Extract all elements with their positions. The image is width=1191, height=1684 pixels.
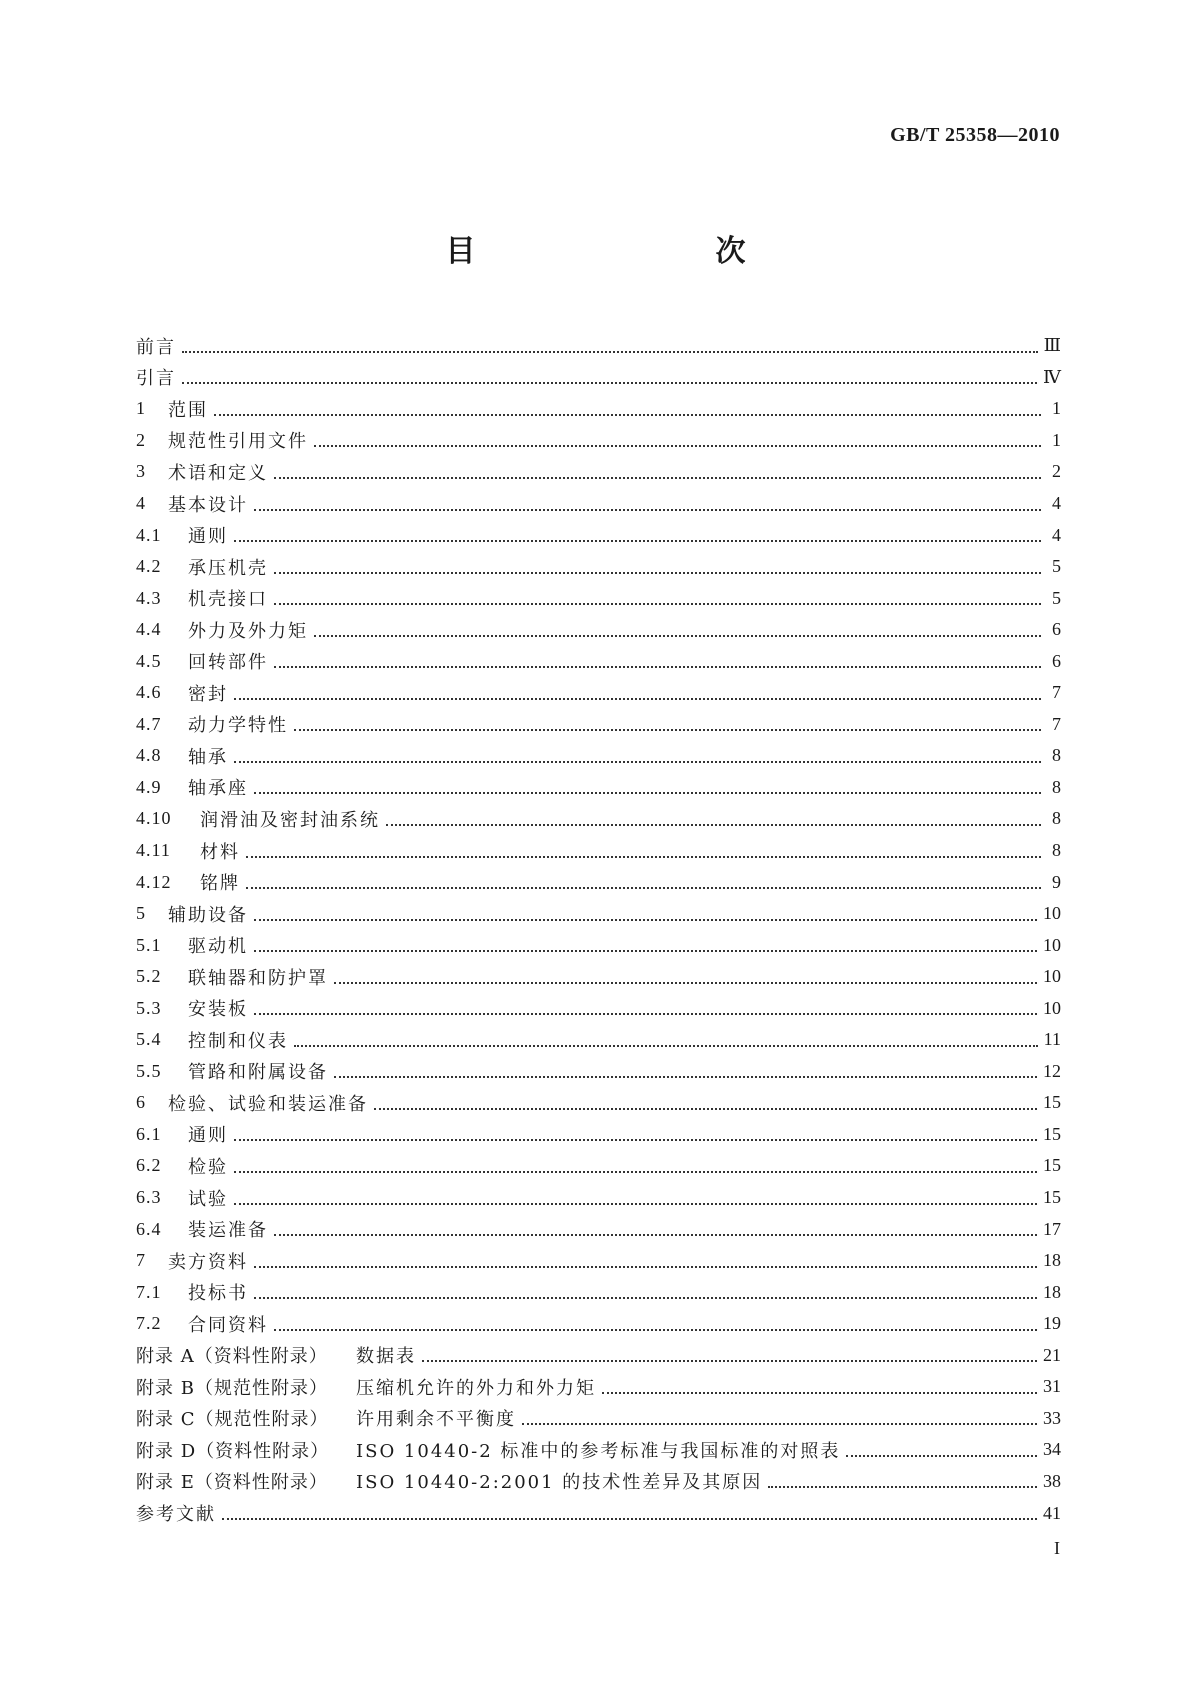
toc-entry[interactable]: [136, 961, 1061, 993]
toc-entry-label: 材料: [200, 841, 240, 863]
toc-entry[interactable]: [136, 1434, 1061, 1466]
toc-entry[interactable]: [136, 898, 1061, 930]
toc-leader-dots: [274, 666, 1041, 668]
toc-entry-label: 参考文献: [136, 1504, 216, 1525]
toc-entry-label: 检验、试验和装运准备: [168, 1093, 368, 1115]
toc-entry-label: 润滑油及密封油系统: [200, 809, 380, 831]
toc-entry-label: 卖方资料: [168, 1251, 248, 1273]
toc-entry[interactable]: [136, 1150, 1061, 1182]
toc-entry-page: 8: [1052, 776, 1061, 797]
toc-leader-dots: [374, 1108, 1037, 1110]
toc-entry[interactable]: [136, 866, 1061, 898]
toc-entry-number: 7: [136, 1250, 146, 1271]
toc-leader-dots: [246, 856, 1041, 858]
toc-entry[interactable]: [136, 1119, 1061, 1151]
toc-entry-number: 5.4: [136, 1029, 162, 1050]
toc-entry-page: 1: [1052, 398, 1061, 419]
toc-entry-number: 4.7: [136, 713, 162, 734]
toc-entry-page: 31: [1043, 1376, 1061, 1397]
toc-entry[interactable]: [136, 551, 1061, 583]
toc-leader-dots: [314, 445, 1041, 447]
toc-entry[interactable]: [136, 1371, 1061, 1403]
toc-entry-number: 4.3: [136, 587, 162, 608]
toc-entry-label: 投标书: [188, 1283, 248, 1305]
toc-entry-page: 15: [1043, 1123, 1061, 1144]
toc-entry[interactable]: [136, 330, 1061, 362]
toc-entry[interactable]: [136, 1308, 1061, 1340]
toc-entry-label: 承压机壳: [188, 557, 268, 579]
toc-leader-dots: [234, 1171, 1037, 1173]
toc-entry-page: 5: [1052, 587, 1061, 608]
toc-appendix-label: 附录 A（资料性附录）: [136, 1346, 328, 1368]
toc-entry-number: 4.6: [136, 682, 162, 703]
toc-entry[interactable]: [136, 456, 1061, 488]
toc-entry-label: 范围: [168, 399, 208, 421]
toc-entry-number: 4.9: [136, 776, 162, 797]
toc-entry-label: 前言: [136, 336, 176, 358]
toc-entry[interactable]: [136, 1497, 1061, 1529]
toc-entry[interactable]: [136, 519, 1061, 551]
toc-entry-page: 1: [1052, 429, 1061, 450]
toc-entry[interactable]: [136, 614, 1061, 646]
toc-entry-page: 12: [1043, 1060, 1061, 1081]
toc-entry[interactable]: [136, 645, 1061, 677]
toc-entry-label: 数据表: [356, 1346, 416, 1368]
toc-appendix-label: 附录 E（资料性附录）: [136, 1472, 328, 1494]
toc-leader-dots: [386, 824, 1041, 826]
toc-appendix-label: 附录 C（规范性附录）: [136, 1409, 329, 1431]
toc-leader-dots: [254, 950, 1037, 952]
toc-leader-dots: [294, 729, 1041, 731]
toc-leader-dots: [274, 603, 1041, 605]
toc-entry-page: 9: [1052, 871, 1061, 892]
toc-entry-label: 合同资料: [188, 1314, 268, 1336]
toc-entry-page: 10: [1043, 934, 1061, 955]
toc-leader-dots: [334, 1076, 1037, 1078]
toc-entry[interactable]: [136, 1340, 1061, 1372]
toc-entry-number: 5: [136, 903, 146, 924]
toc-entry[interactable]: [136, 803, 1061, 835]
toc-entry-label: 驱动机: [188, 936, 248, 958]
toc-entry-label: 机壳接口: [188, 589, 268, 611]
toc-leader-dots: [234, 540, 1041, 542]
toc-entry[interactable]: [136, 1182, 1061, 1214]
toc-entry[interactable]: [136, 772, 1061, 804]
toc-entry-number: 2: [136, 429, 146, 450]
toc-entry-label: 术语和定义: [168, 462, 268, 484]
toc-entry-label: 试验: [188, 1188, 228, 1210]
toc-leader-dots: [182, 382, 1037, 384]
toc-entry-page: Ⅲ: [1043, 335, 1061, 356]
toc-entry-label: ISO 10440-2:2001 的技术性差异及其原因: [356, 1472, 763, 1494]
toc-entry-page: 8: [1052, 745, 1061, 766]
toc-entry[interactable]: [136, 1024, 1061, 1056]
toc-entry-label: 安装板: [188, 999, 248, 1021]
toc-entry-number: 3: [136, 461, 146, 482]
toc-leader-dots: [254, 509, 1041, 511]
toc-leader-dots: [254, 919, 1037, 921]
toc-leader-dots: [254, 792, 1041, 794]
toc-entry-number: 4.1: [136, 524, 162, 545]
toc-entry-page: 8: [1052, 808, 1061, 829]
toc-entry-number: 6.3: [136, 1187, 162, 1208]
toc-entry-page: 6: [1052, 619, 1061, 640]
toc-entry-page: Ⅳ: [1043, 366, 1061, 387]
toc-entry-page: 10: [1043, 997, 1061, 1018]
toc-entry-page: 15: [1043, 1092, 1061, 1113]
toc-leader-dots: [846, 1455, 1037, 1457]
toc-leader-dots: [234, 1139, 1037, 1141]
toc-entry-number: 5.2: [136, 966, 162, 987]
toc-entry-page: 11: [1043, 1029, 1061, 1050]
toc-entry-number: 4.11: [136, 840, 171, 861]
toc-entry-label: 装运准备: [188, 1220, 268, 1242]
toc-entry-number: 4.5: [136, 650, 162, 671]
toc-entry-page: 33: [1043, 1407, 1061, 1428]
toc-entry-label: 轴承: [188, 746, 228, 768]
toc-leader-dots: [274, 1329, 1037, 1331]
toc-entry-page: 10: [1043, 966, 1061, 987]
toc-entry-label: 密封: [188, 683, 228, 705]
toc-entry[interactable]: [136, 582, 1061, 614]
toc-entry[interactable]: [136, 488, 1061, 520]
toc-entry-number: 5.1: [136, 934, 162, 955]
toc-leader-dots: [234, 698, 1041, 700]
toc-entry[interactable]: [136, 740, 1061, 772]
toc-entry-number: 4.8: [136, 745, 162, 766]
toc-entry-label: ISO 10440-2 标准中的参考标准与我国标准的对照表: [356, 1440, 841, 1462]
toc-entry[interactable]: [136, 992, 1061, 1024]
page-title: 目 次: [445, 234, 806, 269]
toc-entry-number: 7.2: [136, 1313, 162, 1334]
table-of-contents: [136, 330, 1061, 1529]
toc-entry-page: 21: [1043, 1344, 1061, 1365]
toc-entry-number: 5.5: [136, 1060, 162, 1081]
toc-entry-label: 通则: [188, 1125, 228, 1147]
toc-entry-page: 18: [1043, 1281, 1061, 1302]
toc-entry-page: 7: [1052, 682, 1061, 703]
toc-leader-dots: [182, 351, 1038, 353]
toc-appendix-label: 附录 D（资料性附录）: [136, 1440, 330, 1462]
toc-entry-page: 15: [1043, 1187, 1061, 1208]
toc-leader-dots: [222, 1518, 1037, 1520]
toc-entry-page: 17: [1043, 1218, 1061, 1239]
toc-entry-number: 6.4: [136, 1218, 162, 1239]
toc-entry-label: 规范性引用文件: [168, 431, 308, 453]
toc-leader-dots: [314, 635, 1041, 637]
toc-entry-label: 回转部件: [188, 652, 268, 674]
toc-entry-page: 4: [1052, 493, 1061, 513]
toc-leader-dots: [522, 1423, 1037, 1425]
toc-entry-number: 5.3: [136, 997, 162, 1018]
toc-entry-page: 19: [1043, 1313, 1061, 1334]
toc-leader-dots: [234, 1203, 1037, 1205]
toc-leader-dots: [254, 1297, 1037, 1299]
toc-entry-number: 4.10: [136, 808, 172, 829]
toc-entry[interactable]: [136, 393, 1061, 425]
toc-entry-label: 压缩机允许的外力和外力矩: [356, 1377, 596, 1399]
toc-entry-number: 1: [136, 398, 146, 419]
toc-entry-page: 8: [1052, 840, 1061, 861]
toc-entry-label: 外力及外力矩: [188, 620, 308, 642]
toc-entry[interactable]: [136, 1276, 1061, 1308]
toc-leader-dots: [274, 1234, 1037, 1236]
toc-entry-label: 检验: [188, 1156, 228, 1178]
toc-entry[interactable]: [136, 1087, 1061, 1119]
toc-leader-dots: [254, 1266, 1037, 1268]
toc-entry-number: 6.1: [136, 1123, 162, 1144]
toc-entry-page: 2: [1052, 461, 1061, 482]
page-number: I: [1054, 1538, 1060, 1558]
toc-entry[interactable]: [136, 1466, 1061, 1498]
toc-leader-dots: [254, 1013, 1037, 1015]
toc-entry-page: 4: [1052, 524, 1061, 545]
toc-entry-page: 38: [1043, 1470, 1061, 1491]
toc-leader-dots: [274, 572, 1041, 574]
toc-entry[interactable]: [136, 425, 1061, 457]
toc-entry-label: 通则: [188, 526, 228, 548]
toc-entry-number: 4.2: [136, 556, 162, 577]
toc-leader-dots: [274, 477, 1041, 479]
toc-entry-page: 7: [1052, 713, 1061, 734]
toc-entry-label: 引言: [136, 368, 176, 390]
toc-entry[interactable]: [136, 362, 1061, 394]
toc-entry[interactable]: [136, 1213, 1061, 1245]
toc-entry-page: 6: [1052, 650, 1061, 671]
toc-entry-number: 4.12: [136, 871, 172, 892]
toc-entry-label: 控制和仪表: [188, 1030, 288, 1052]
toc-leader-dots: [602, 1392, 1037, 1394]
toc-entry-page: 5: [1052, 556, 1061, 577]
toc-entry[interactable]: [136, 1245, 1061, 1277]
toc-entry-label: 管路和附属设备: [188, 1062, 328, 1084]
toc-entry[interactable]: [136, 929, 1061, 961]
toc-entry-label: 辅助设备: [168, 904, 248, 926]
toc-entry-label: 动力学特性: [188, 715, 288, 737]
toc-entry-page: 18: [1043, 1250, 1061, 1271]
toc-entry-page: 34: [1043, 1439, 1061, 1460]
toc-leader-dots: [214, 414, 1041, 416]
toc-leader-dots: [246, 887, 1041, 889]
toc-entry-number: 7.1: [136, 1281, 162, 1302]
toc-entry-label: 轴承座: [188, 778, 248, 800]
toc-appendix-label: 附录 B（规范性附录）: [136, 1377, 328, 1399]
standard-code: GB/T 25358—2010: [890, 124, 1060, 146]
toc-entry[interactable]: [136, 835, 1061, 867]
toc-entry-page: 41: [1043, 1502, 1061, 1523]
toc-leader-dots: [294, 1045, 1038, 1047]
toc-entry-label: 许用剩余不平衡度: [356, 1409, 516, 1431]
toc-leader-dots: [768, 1486, 1037, 1488]
toc-entry-page: 15: [1043, 1155, 1061, 1176]
toc-leader-dots: [422, 1360, 1037, 1362]
toc-entry-page: 10: [1043, 903, 1061, 924]
toc-leader-dots: [234, 761, 1041, 763]
toc-entry-label: 联轴器和防护罩: [188, 967, 328, 989]
toc-entry-number: 6.2: [136, 1155, 162, 1176]
toc-entry-number: 6: [136, 1092, 146, 1113]
toc-entry[interactable]: [136, 1056, 1061, 1088]
toc-entry-label: 基本设计: [168, 494, 248, 516]
toc-entry[interactable]: [136, 709, 1061, 741]
toc-entry-label: 铭牌: [200, 873, 240, 895]
toc-entry-number: 4: [136, 493, 146, 513]
toc-entry[interactable]: [136, 677, 1061, 709]
toc-entry[interactable]: [136, 1403, 1061, 1435]
toc-entry-number: 4.4: [136, 619, 162, 640]
toc-leader-dots: [334, 982, 1037, 984]
